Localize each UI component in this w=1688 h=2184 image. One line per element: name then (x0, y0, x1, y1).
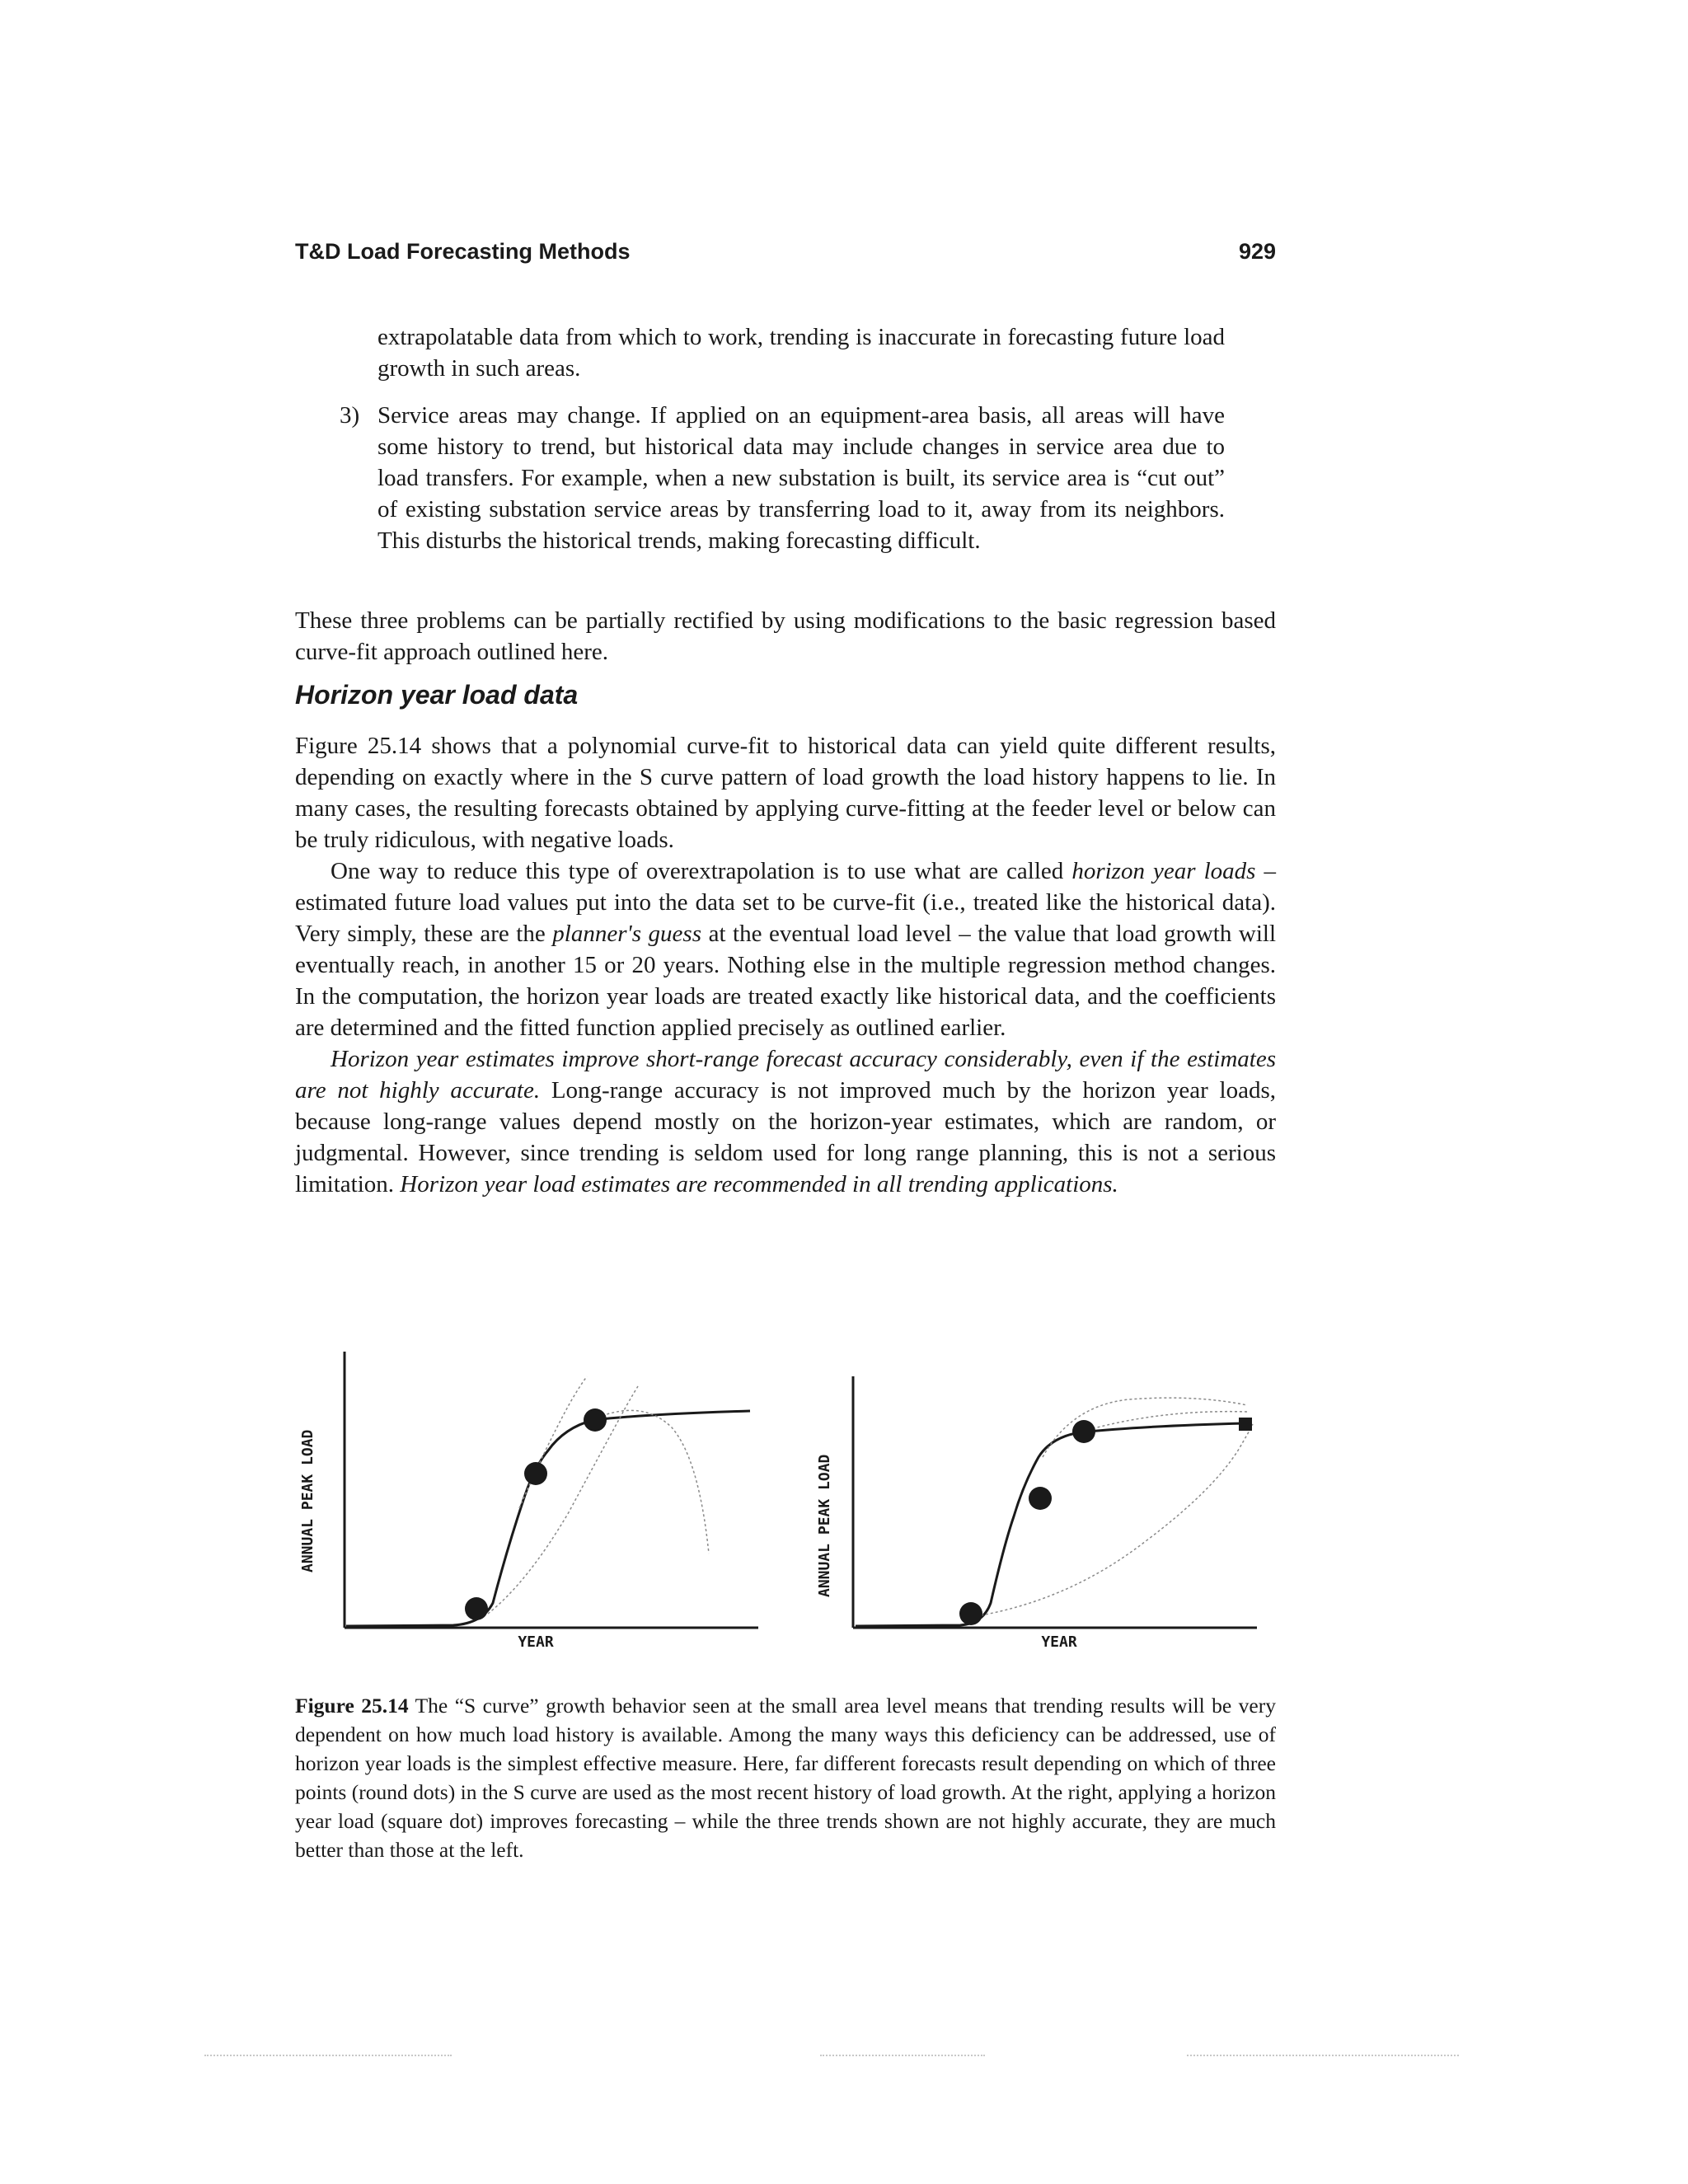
page-number: 929 (1238, 239, 1276, 264)
scan-artifact-left (204, 2055, 452, 2058)
figure-label: Figure 25.14 (295, 1694, 409, 1718)
para2-text-b: – estimated future load values put into the data set to be curve-fit (i.e., treated like the historical data). Very simply, these are the (295, 858, 1277, 947)
right-history-dot-1 (959, 1602, 982, 1625)
left-x-axis-label: YEAR (518, 1633, 554, 1651)
right-history-dot-2 (1029, 1487, 1052, 1510)
figure-caption-text: The “S curve” growth behavior seen at the small area level means that trending results will be very dependent on how much load history is available. Among the many ways this deficiency can be addressed, use of horizon year loads is the simplest effective measure. Here, far different forecasts result depending on which of three points (round dots) in the S curve are used as the most recent history of load growth. At the right, applying a horizon year load (square dot) improves forecasting – while the three trends shown are not highly accurate, they are much better than those at the left. (295, 1694, 1276, 1862)
para2-text-a: One way to reduce this type of overextrapolation is to use what are called (331, 858, 1072, 884)
left-panel (299, 1352, 758, 1651)
scan-artifact-right (1187, 2055, 1459, 2058)
paragraph-1: Figure 25.14 shows that a polynomial curve-fit to historical data can yield quite different results, depending on exactly where in the S curve pattern of load growth the load history happens to lie. In many cases, the resulting forecasts obtained by applying curve-fitting at the feeder level or below can be truly ridiculous, with negative loads. (295, 733, 1276, 853)
left-trend-line-1 (488, 1386, 638, 1614)
summary-paragraph: These three problems can be partially rectified by using modifications to the basic regression based curve-fit approach outlined here. (295, 607, 1276, 665)
left-trend-line-2 (519, 1376, 587, 1508)
paragraph-3 (295, 1043, 1276, 1200)
right-y-axis-label: ANNUAL PEAK LOAD (816, 1454, 833, 1597)
list-item-3 (340, 400, 1225, 556)
para2-term-planners-guess: planner's guess (552, 921, 702, 947)
running-head (295, 239, 1276, 272)
list-marker: 3) (340, 402, 360, 429)
figure-25-14 (272, 1335, 1311, 1665)
summary-paragraph-block (295, 605, 1276, 668)
right-trend-line-1 (981, 1424, 1253, 1615)
left-history-dot-2 (524, 1462, 547, 1485)
section-heading: Horizon year load data (295, 680, 579, 710)
right-panel (816, 1376, 1257, 1651)
para3-emphasis-b: Horizon year load estimates are recommended in all trending applications. (400, 1171, 1118, 1197)
left-history-dot-1 (465, 1597, 488, 1620)
scan-artifact-mid (820, 2055, 985, 2058)
left-trend-line-3 (598, 1410, 709, 1554)
paragraph-2 (295, 855, 1276, 1043)
left-history-dot-3 (584, 1408, 607, 1432)
list-item-text: extrapolatable data from which to work, trending is inaccurate in forecasting future load growth in such areas. (377, 324, 1225, 382)
right-x-axis-label: YEAR (1041, 1633, 1077, 1651)
left-y-axis-label: ANNUAL PEAK LOAD (299, 1429, 316, 1572)
left-s-curve (346, 1411, 750, 1626)
para3-text-b: Long-range accuracy is not improved much by the horizon year loads, because long-range values depend mostly on the horizon-year estimates, which are random, or judgmental. However, since trending is seldom used for long range planning, this is not a serious limitation. (295, 1077, 1276, 1197)
right-s-curve (856, 1423, 1245, 1626)
right-history-dot-3 (1072, 1420, 1095, 1443)
list-item-continuation (377, 321, 1225, 384)
running-title: T&D Load Forecasting Methods (295, 239, 631, 264)
list-item-text: Service areas may change. If applied on an equipment-area basis, all areas will have some history to trend, but historical data may include changes in service area due to load transfers. For example, when a new substation is built, its service area is “cut out” of existing substation service areas by transferring load to it, away from its neighbors. This disturbs the historical trends, making forecasting difficult. (377, 402, 1225, 554)
section-body (295, 730, 1276, 1200)
para2-text-c: at the eventual load level – the value that load growth will eventually reach, in another 15 or 20 years. Nothing else in the multiple regression method changes. In the computation, the horizon year loads are treated exactly like historical data, and the coefficients are determined and the fitted function applied precisely as outlined earlier. (295, 921, 1277, 1041)
para2-term-horizon-year-loads: horizon year loads (1071, 858, 1256, 884)
para3-emphasis-a: Horizon year estimates improve short-range forecast accuracy considerably, even if the estimates are not highly accurate. (295, 1046, 1276, 1104)
right-horizon-year-square (1239, 1418, 1252, 1431)
figure-caption (295, 1691, 1276, 1864)
